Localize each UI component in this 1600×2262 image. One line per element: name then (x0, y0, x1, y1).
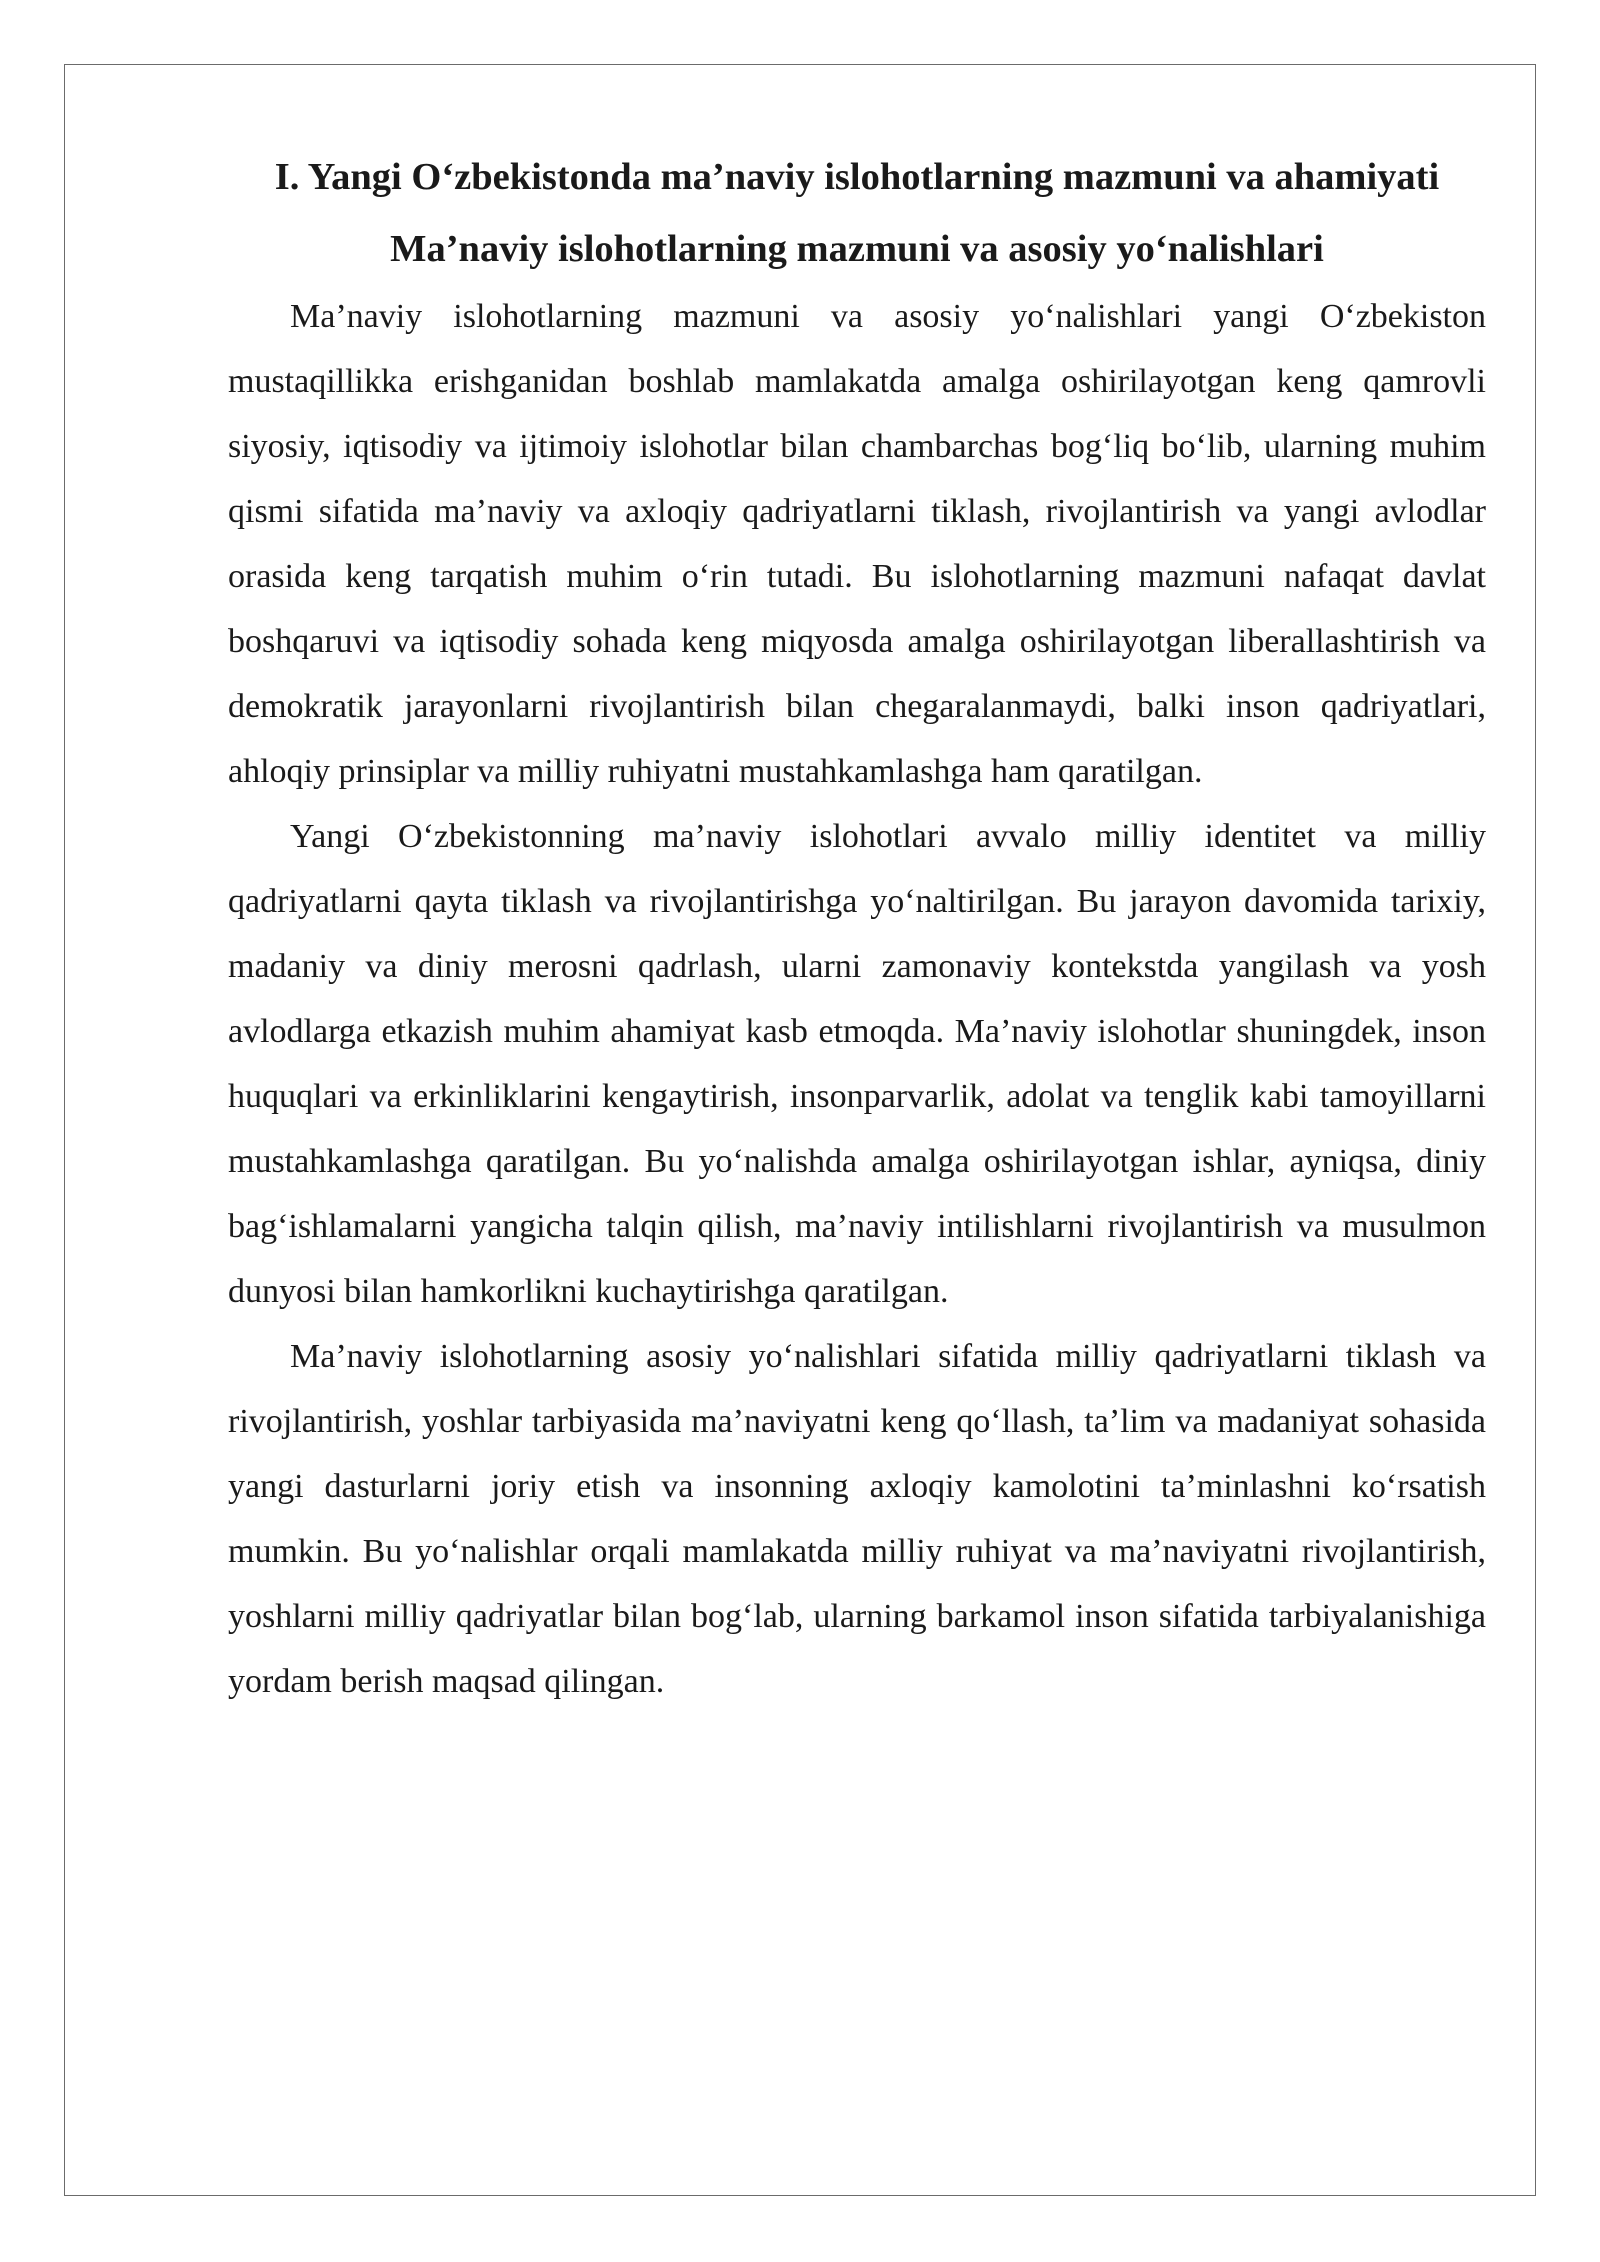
paragraph: Yangi O‘zbekistonning ma’naviy islohotlari avvalo milliy identitet va milliy qadriyatlarni qayta tiklash va rivojlantirishga yo‘naltirilgan. Bu jarayon davomida tarixiy, madaniy va diniy merosni qadrlash, ularni zamonaviy kontekstda yangilash va yosh avlodlarga etkazish muhim ahamiyat kasb etmoqda. Ma’naviy islohotlar shuningdek, inson huquqlari va erkinliklarini kengaytirish, insonparvarlik, adolat va tenglik kabi tamoyillarni mustahkamlashga qaratilgan. Bu yo‘nalishda amalga oshirilayotgan ishlar, ayniqsa, diniy bag‘ishlamalarni yangicha talqin qilish, ma’naviy intilishlarni rivojlantirish va musulmon dunyosi bilan hamkorlikni kuchaytirishga qaratilgan. (228, 818, 1486, 1310)
document-body (228, 140, 1486, 1714)
document-title: I. Yangi O‘zbekistonda ma’naviy islohotlarning mazmuni va ahamiyati (274, 156, 1440, 198)
paragraph: Ma’naviy islohotlarning asosiy yo‘nalishlari sifatida milliy qadriyatlarni tiklash va rivojlantirish, yoshlar tarbiyasida ma’naviyatni keng qo‘llash, ta’lim va madaniyat sohasida yangi dasturlarni joriy etish va insonning axloqiy kamolotini ta’minlashni ko‘rsatish mumkin. Bu yo‘nalishlar orqali mamlakatda milliy ruhiyat va ma’naviyatni rivojlantirish, yoshlarni milliy qadriyatlar bilan bog‘lab, ularning barkamol inson sifatida tarbiyalanishiga yordam berish maqsad qilingan. (228, 1338, 1486, 1700)
section-subtitle: Ma’naviy islohotlarning mazmuni va asosiy yo‘nalishlari (390, 228, 1324, 270)
paragraph: Ma’naviy islohotlarning mazmuni va asosiy yo‘nalishlari yangi O‘zbekiston mustaqillikka erishganidan boshlab mamlakatda amalga oshirilayotgan keng qamrovli siyosiy, iqtisodiy va ijtimoiy islohotlar bilan chambarchas bog‘liq bo‘lib, ularning muhim qismi sifatida ma’naviy va axloqiy qadriyatlarni tiklash, rivojlantirish va yangi avlodlar orasida keng tarqatish muhim o‘rin tutadi. Bu islohotlarning mazmuni nafaqat davlat boshqaruvi va iqtisodiy sohada keng miqyosda amalga oshirilayotgan liberallashtirish va demokratik jarayonlarni rivojlantirish bilan chegaralanmaydi, balki inson qadriyatlari, ahloqiy prinsiplar va milliy ruhiyatni mustahkamlashga ham qaratilgan. (228, 298, 1486, 790)
